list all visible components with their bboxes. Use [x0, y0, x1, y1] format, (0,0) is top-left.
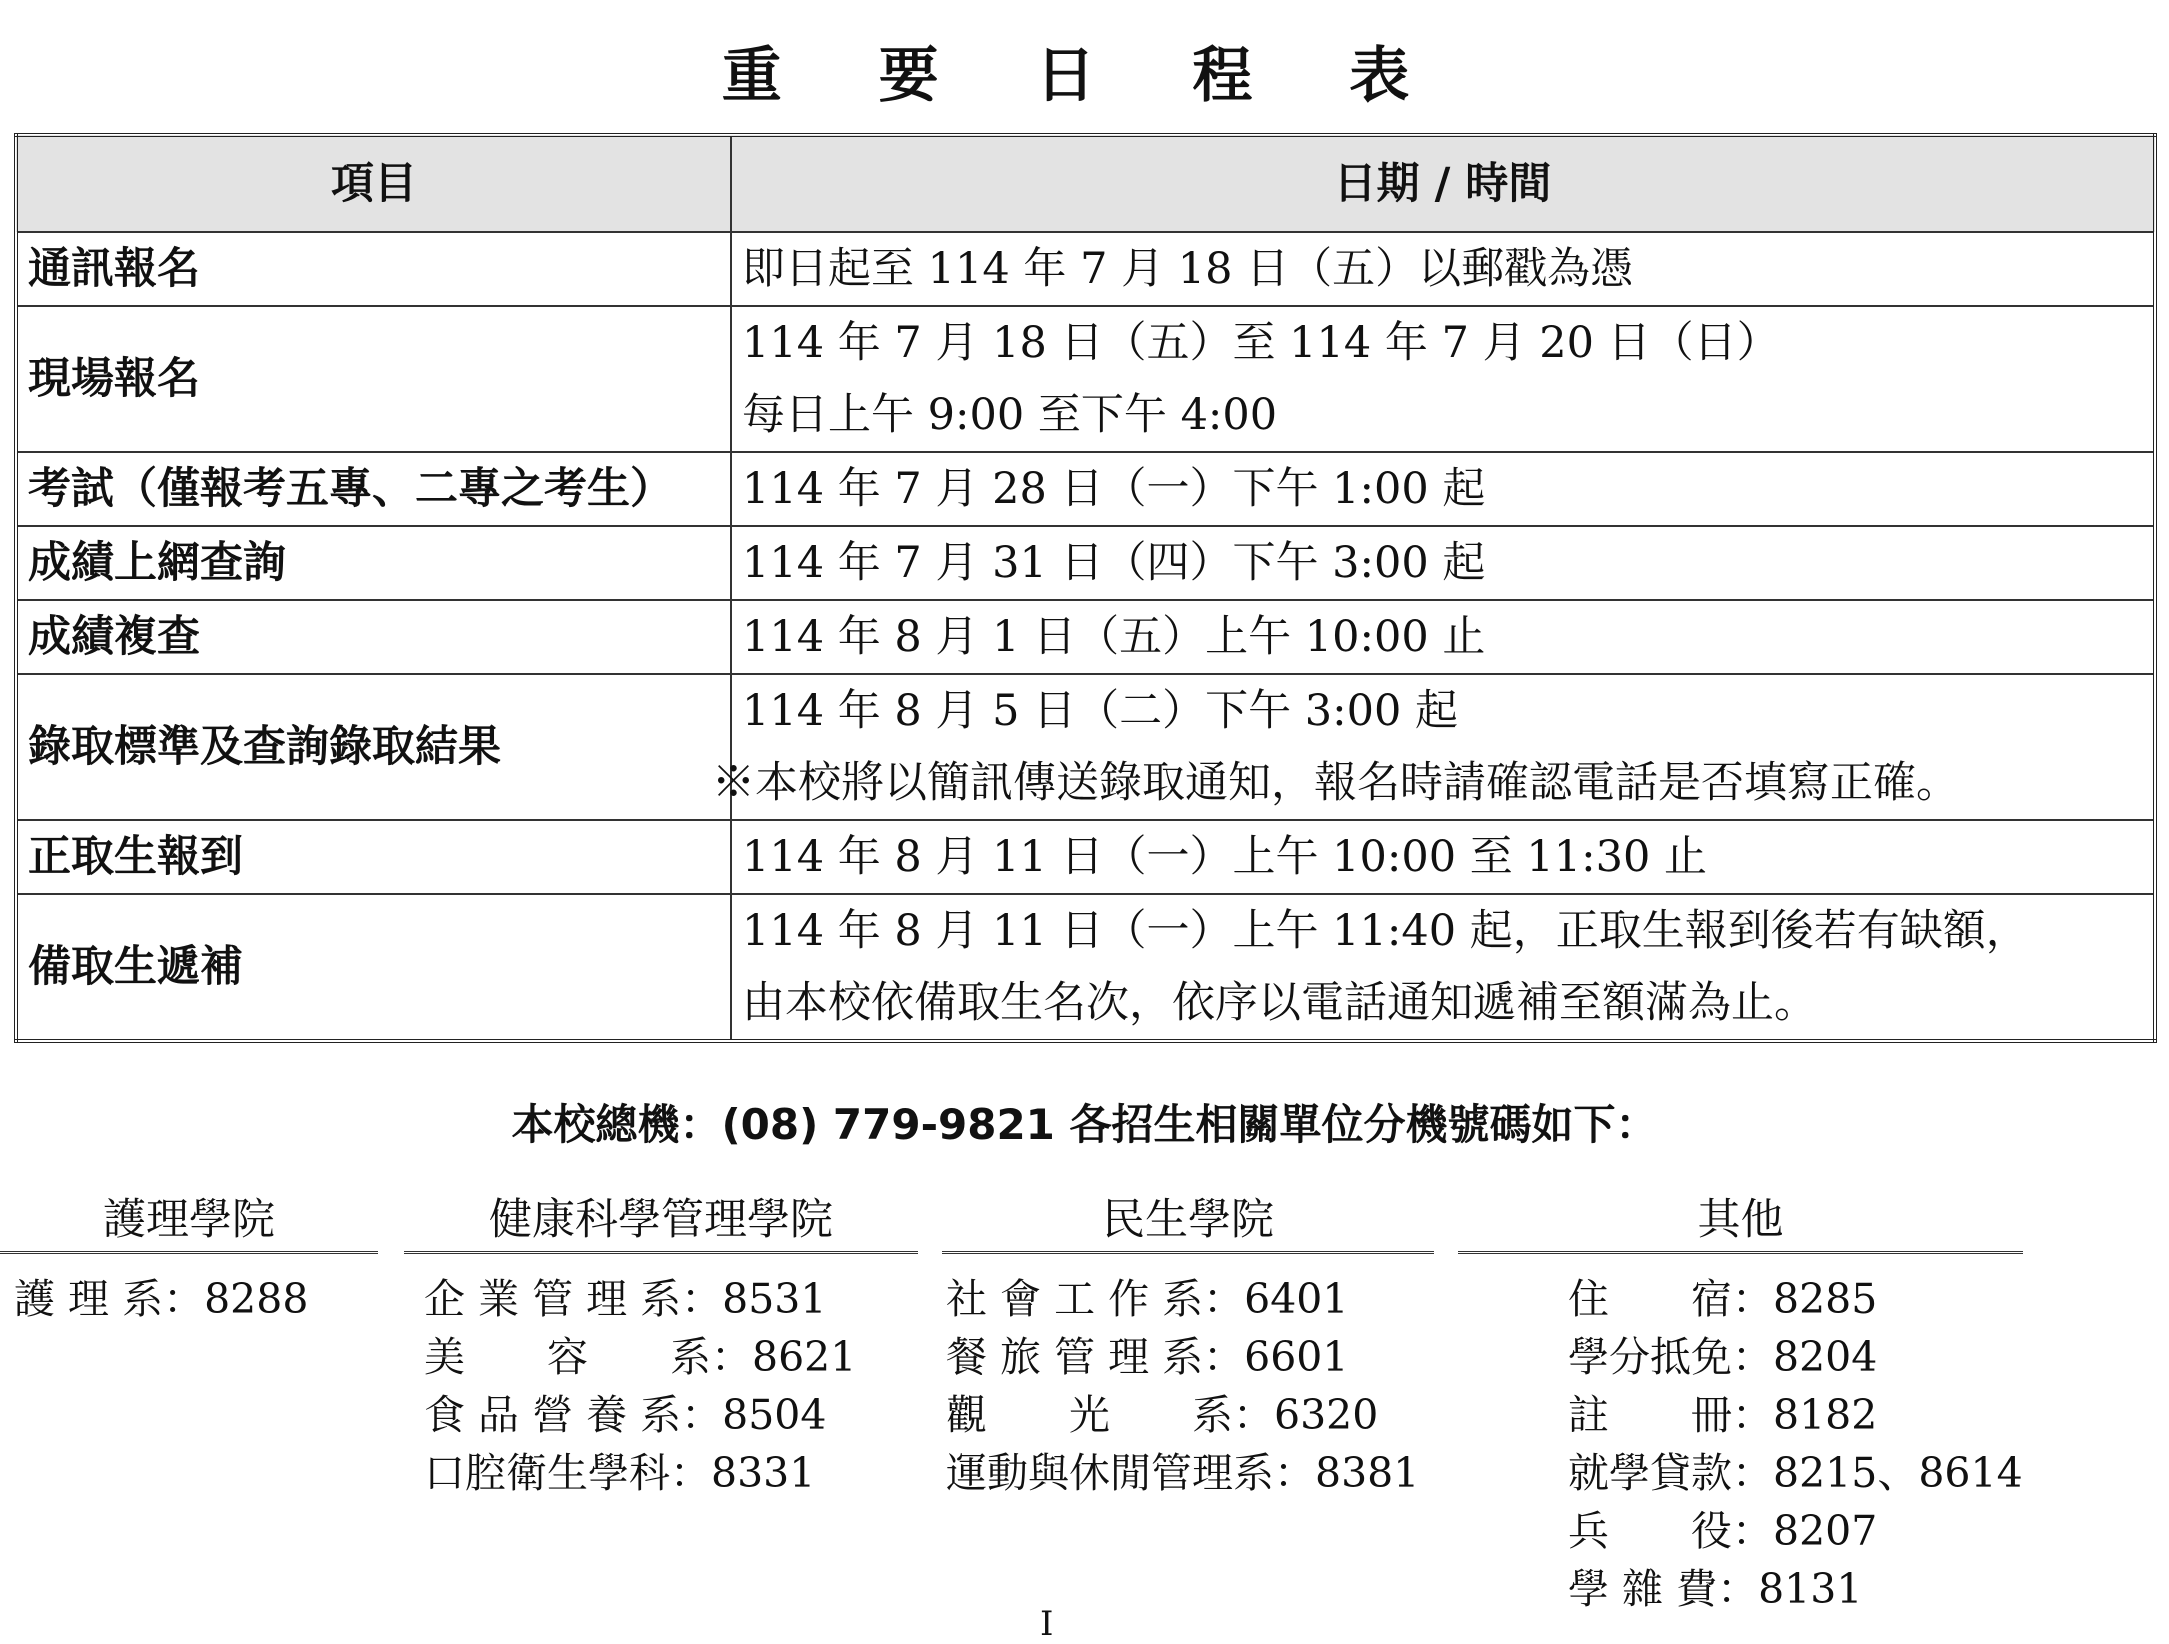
- row-item: 錄取標準及查詢錄取結果: [16, 674, 731, 820]
- column-nursing: [0, 1186, 378, 1328]
- row-item: 成績複查: [16, 600, 731, 674]
- schedule-table: [14, 133, 2157, 1043]
- date-line: 由本校依備取生名次，依序以電話通知遞補至額滿為止。: [742, 978, 1817, 1028]
- header-datetime: 日期 / 時間: [731, 135, 2155, 232]
- extension-item: 美 容 系：8621: [424, 1333, 857, 1381]
- row-item: 正取生報到: [16, 820, 731, 894]
- row-item: 備取生遞補: [16, 894, 731, 1041]
- table-row: [16, 526, 2155, 600]
- row-date: [712, 674, 2155, 820]
- row-item: 考試（僅報考五專、二專之考生）: [16, 452, 731, 526]
- row-item: 成績上網查詢: [16, 526, 731, 600]
- column-other: [1458, 1186, 2023, 1618]
- table-row: [16, 600, 2155, 674]
- date-line: 每日上午 9:00 至下午 4:00: [742, 390, 1278, 440]
- column-head: 護理學院: [0, 1186, 378, 1254]
- extension-item: 住 宿：8285: [1568, 1275, 1878, 1323]
- date-line: 114 年 7 月 18 日（五）至 114 年 7 月 20 日（日）: [742, 318, 1780, 368]
- switchboard-info: 本校總機：(08) 779-9821 各招生相關單位分機號碼如下：: [511, 1100, 1658, 1149]
- extension-item: 食 品 營 養 系：8504: [424, 1391, 827, 1439]
- page-number: I: [1040, 1604, 1054, 1644]
- column-livelihood: [942, 1186, 1434, 1502]
- row-date: [731, 600, 2155, 674]
- row-date: [731, 452, 2155, 526]
- date-line: 114 年 8 月 11 日（一）上午 11:40 起，正取生報到後若有缺額，: [742, 906, 2029, 956]
- extension-item: 學分抵免：8204: [1568, 1333, 1878, 1381]
- row-date: [731, 820, 2155, 894]
- page-title: 重 要 日 程 表: [721, 41, 1448, 111]
- row-item: 現場報名: [16, 306, 731, 452]
- extension-item: 口腔衛生學科：8331: [424, 1449, 816, 1497]
- extension-item: 運動與休閒管理系：8381: [946, 1449, 1420, 1497]
- extension-item: 企 業 管 理 系：8531: [424, 1275, 827, 1323]
- extension-item: 就學貸款：8215、8614: [1568, 1449, 2023, 1497]
- row-item: 通訊報名: [16, 232, 731, 306]
- table-row: [16, 674, 2155, 820]
- extension-item: 觀 光 系：6320: [946, 1391, 1379, 1439]
- extension-item: 社 會 工 作 系：6401: [946, 1275, 1349, 1323]
- table-row: [16, 894, 2155, 1041]
- row-date: [731, 894, 2155, 1041]
- extension-item: 護 理 系：8288: [14, 1275, 309, 1323]
- date-line: 即日起至 114 年 7 月 18 日（五）以郵戳為憑: [742, 244, 1634, 294]
- column-head: 其他: [1458, 1186, 2023, 1254]
- column-head: 健康科學管理學院: [404, 1186, 918, 1254]
- table-header-row: [16, 135, 2155, 232]
- table-row: [16, 452, 2155, 526]
- date-line: 114 年 8 月 1 日（五）上午 10:00 止: [742, 612, 1486, 662]
- date-line: 114 年 8 月 5 日（二）下午 3:00 起: [742, 686, 1459, 736]
- date-line: 114 年 8 月 11 日（一）上午 10:00 至 11:30 止: [742, 832, 1708, 882]
- admission-note: ※本校將以簡訊傳送錄取通知，報名時請確認電話是否填寫正確。: [712, 758, 1959, 808]
- extension-item: 學 雜 費：8131: [1568, 1565, 1863, 1613]
- row-date: [731, 526, 2155, 600]
- extension-item: 餐 旅 管 理 系：6601: [946, 1333, 1349, 1381]
- column-head: 民生學院: [942, 1186, 1434, 1254]
- row-date: [731, 232, 2155, 306]
- column-health-management: [404, 1186, 918, 1502]
- table-row: [16, 306, 2155, 452]
- row-date: [731, 306, 2155, 452]
- table-row: [16, 232, 2155, 306]
- table-row: [16, 820, 2155, 894]
- date-line: 114 年 7 月 28 日（一）下午 1:00 起: [742, 464, 1486, 514]
- extension-item: 兵 役：8207: [1568, 1507, 1878, 1555]
- date-line: 114 年 7 月 31 日（四）下午 3:00 起: [742, 538, 1486, 588]
- header-item: 項目: [16, 135, 731, 232]
- extension-item: 註 冊：8182: [1568, 1391, 1878, 1439]
